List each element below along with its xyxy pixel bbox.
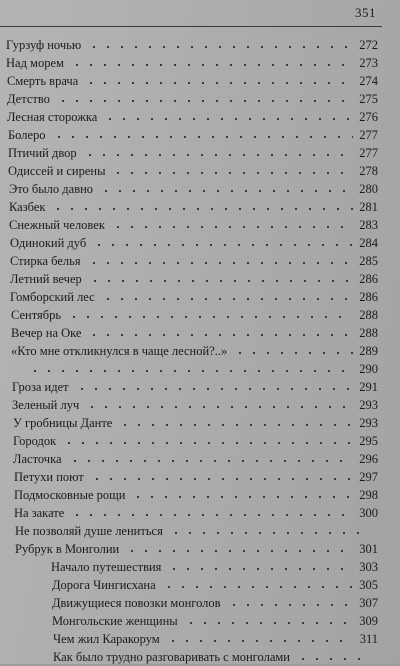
- toc-entry: [0, 252, 400, 270]
- toc-entry-page: 300: [359, 506, 378, 520]
- toc-entry-title: «Кто мне откликнулся в чаще лесной?..»: [11, 344, 228, 358]
- dot-leader: [169, 522, 370, 540]
- dot-leader: [51, 198, 353, 216]
- page-number: 351: [355, 5, 376, 20]
- toc-entry-title: Сентябрь: [11, 308, 62, 322]
- dot-leader: [56, 90, 353, 108]
- dot-leader: [87, 252, 353, 270]
- toc-entry-title: У гробницы Данте: [13, 416, 113, 430]
- dot-leader: [125, 540, 353, 558]
- toc-entry-page: 311: [359, 632, 378, 646]
- dot-leader: [101, 288, 353, 306]
- toc-entry-title: Одиссей и сирены: [8, 164, 106, 178]
- toc-entry: [0, 180, 400, 198]
- toc-entry-title: Зеленый луч: [12, 398, 80, 412]
- dot-leader: [85, 396, 353, 414]
- toc-entry-title: Птичий двор: [8, 146, 77, 160]
- toc-entry-page: 298: [359, 488, 378, 502]
- toc-entry-title: Начало путешествия: [51, 560, 162, 574]
- toc-entry: [0, 558, 400, 576]
- toc-entry-page: 281: [359, 200, 378, 214]
- dot-leader: [167, 558, 353, 576]
- dot-leader: [75, 378, 353, 396]
- dot-leader: [227, 594, 353, 612]
- toc-entry-title: На закате: [14, 506, 65, 520]
- toc-entry-title: Не позволяй душе лениться: [15, 524, 163, 538]
- toc-entry-page: 307: [359, 596, 378, 610]
- toc-entry-page: 309: [359, 614, 378, 628]
- toc-entry: [0, 306, 400, 324]
- toc-entry-page: 301: [359, 542, 378, 556]
- toc-entry-title: Движущиеся повозки монголов: [52, 596, 221, 610]
- toc-entry: [0, 90, 400, 108]
- toc-entry: [0, 504, 400, 522]
- toc-entry: [0, 144, 400, 162]
- toc-entry-page: 291: [359, 380, 378, 394]
- toc-entry-title: Казбек: [9, 200, 46, 214]
- toc-entry-title: Одинокий дуб: [10, 236, 87, 250]
- toc-entry-title: Гомборский лес: [10, 290, 95, 304]
- toc-entry-page: 276: [359, 110, 378, 124]
- toc-entry-page: 297: [359, 470, 378, 484]
- toc-entry-title: Смерть врача: [7, 74, 79, 88]
- toc-entry: [0, 432, 400, 450]
- toc-entry-page: 286: [359, 272, 378, 286]
- toc-entry-title: Детство: [7, 92, 50, 106]
- toc-entry: [0, 216, 400, 234]
- dot-leader: [83, 144, 353, 162]
- dot-leader: [233, 342, 353, 360]
- header-rule: [0, 26, 382, 27]
- toc-entry-page: 280: [359, 182, 378, 196]
- toc-entry: [0, 360, 400, 378]
- toc-entry: [0, 234, 400, 252]
- toc-entry-title: Городок: [13, 434, 57, 448]
- toc-entry-page: 274: [359, 74, 378, 88]
- dot-leader: [162, 576, 353, 594]
- toc-entry-page: 285: [359, 254, 378, 268]
- dot-leader: [28, 360, 353, 378]
- dot-leader: [90, 468, 353, 486]
- dot-leader: [67, 306, 353, 324]
- toc-entry-title: Рубрук в Монголии: [15, 542, 120, 556]
- toc-entry-title: Чем жил Каракорум: [53, 632, 160, 646]
- dot-leader: [111, 216, 353, 234]
- toc-entry-page: 288: [359, 326, 378, 340]
- toc-entry: [0, 288, 400, 306]
- dot-leader: [70, 54, 353, 72]
- dot-leader: [118, 414, 353, 432]
- toc-entry-title: Вечер на Оке: [11, 326, 82, 340]
- dot-leader: [87, 36, 353, 54]
- toc-entry: [0, 522, 400, 540]
- toc-entry-page: 286: [359, 290, 378, 304]
- dot-leader: [84, 72, 353, 90]
- toc-entry: [0, 468, 400, 486]
- dot-leader: [62, 432, 353, 450]
- toc-entry-title: Как было трудно разговаривать с монголами: [53, 650, 290, 664]
- dot-leader: [87, 324, 353, 342]
- toc-entry: [0, 396, 400, 414]
- toc-entry-page: 273: [359, 56, 378, 70]
- toc-entry: [0, 612, 400, 630]
- toc-entry-title: Подмосковные рощи: [14, 488, 126, 502]
- dot-leader: [103, 108, 353, 126]
- toc-entry-page: 296: [359, 452, 378, 466]
- toc-entry: [0, 270, 400, 288]
- toc-entry: [0, 54, 400, 72]
- toc-entry: [0, 108, 400, 126]
- toc-entry-title: Болеро: [8, 128, 46, 142]
- toc-entry-page: 277: [359, 146, 378, 160]
- toc-entry: [0, 540, 400, 558]
- toc-entry: [0, 72, 400, 90]
- toc-entry-page: 293: [359, 416, 378, 430]
- dot-leader: [131, 486, 353, 504]
- toc-entry: [0, 594, 400, 612]
- dot-leader: [52, 126, 353, 144]
- toc-entry: [0, 198, 400, 216]
- toc-entry-title: Гурзуф ночью: [6, 38, 82, 52]
- dot-leader: [111, 162, 353, 180]
- toc-entry-title: Петухи поют: [14, 470, 84, 484]
- toc-entry-page: 275: [359, 92, 378, 106]
- dot-leader: [166, 630, 354, 648]
- toc-entry-page: 277: [359, 128, 378, 142]
- toc-entry-title: Это было давно: [9, 182, 94, 196]
- toc-entry: [0, 414, 400, 432]
- toc-entry: [0, 324, 400, 342]
- toc-entry-page: 290: [359, 362, 378, 376]
- dot-leader: [70, 504, 353, 522]
- dot-leader: [68, 450, 353, 468]
- toc-entry-page: 289: [359, 344, 378, 358]
- toc-entry-page: 303: [359, 560, 378, 574]
- toc-entry-page: 293: [359, 398, 378, 412]
- toc-entry: [0, 36, 400, 54]
- toc-entry: [0, 162, 400, 180]
- toc-entry-title: Дорога Чингисхана: [52, 578, 156, 592]
- toc-entry-title: Лесная сторожка: [7, 110, 98, 124]
- toc-entry-page: 278: [359, 164, 378, 178]
- toc-entry-title: Над морем: [6, 56, 64, 70]
- dot-leader: [99, 180, 353, 198]
- toc-entry: [0, 342, 400, 360]
- toc-entry-page: 305: [359, 578, 378, 592]
- dot-leader: [92, 234, 353, 252]
- toc-entry-title: Стирка белья: [10, 254, 81, 268]
- toc-entry: [0, 126, 400, 144]
- toc-entry-title: Летний вечер: [10, 272, 82, 286]
- toc-entry: [0, 450, 400, 468]
- toc-entry-title: Снежный человек: [9, 218, 105, 232]
- dot-leader: [184, 612, 353, 630]
- toc-entry-title: Ласточка: [13, 452, 62, 466]
- toc-entry-page: 272: [359, 38, 378, 52]
- toc-entry-title: Монгольские женщины: [52, 614, 178, 628]
- toc-entry: [0, 576, 400, 594]
- toc-entry: [0, 486, 400, 504]
- toc-entry: [0, 630, 400, 648]
- dot-leader: [88, 270, 353, 288]
- toc-entry-page: 295: [359, 434, 378, 448]
- toc-entry: [0, 378, 400, 396]
- toc-entry-page: 283: [359, 218, 378, 232]
- toc-entry-title: Гроза идет: [12, 380, 69, 394]
- dot-leader: [296, 648, 370, 666]
- toc-entry-page: 284: [359, 236, 378, 250]
- toc-entry-page: 288: [359, 308, 378, 322]
- toc-entry: [0, 648, 400, 666]
